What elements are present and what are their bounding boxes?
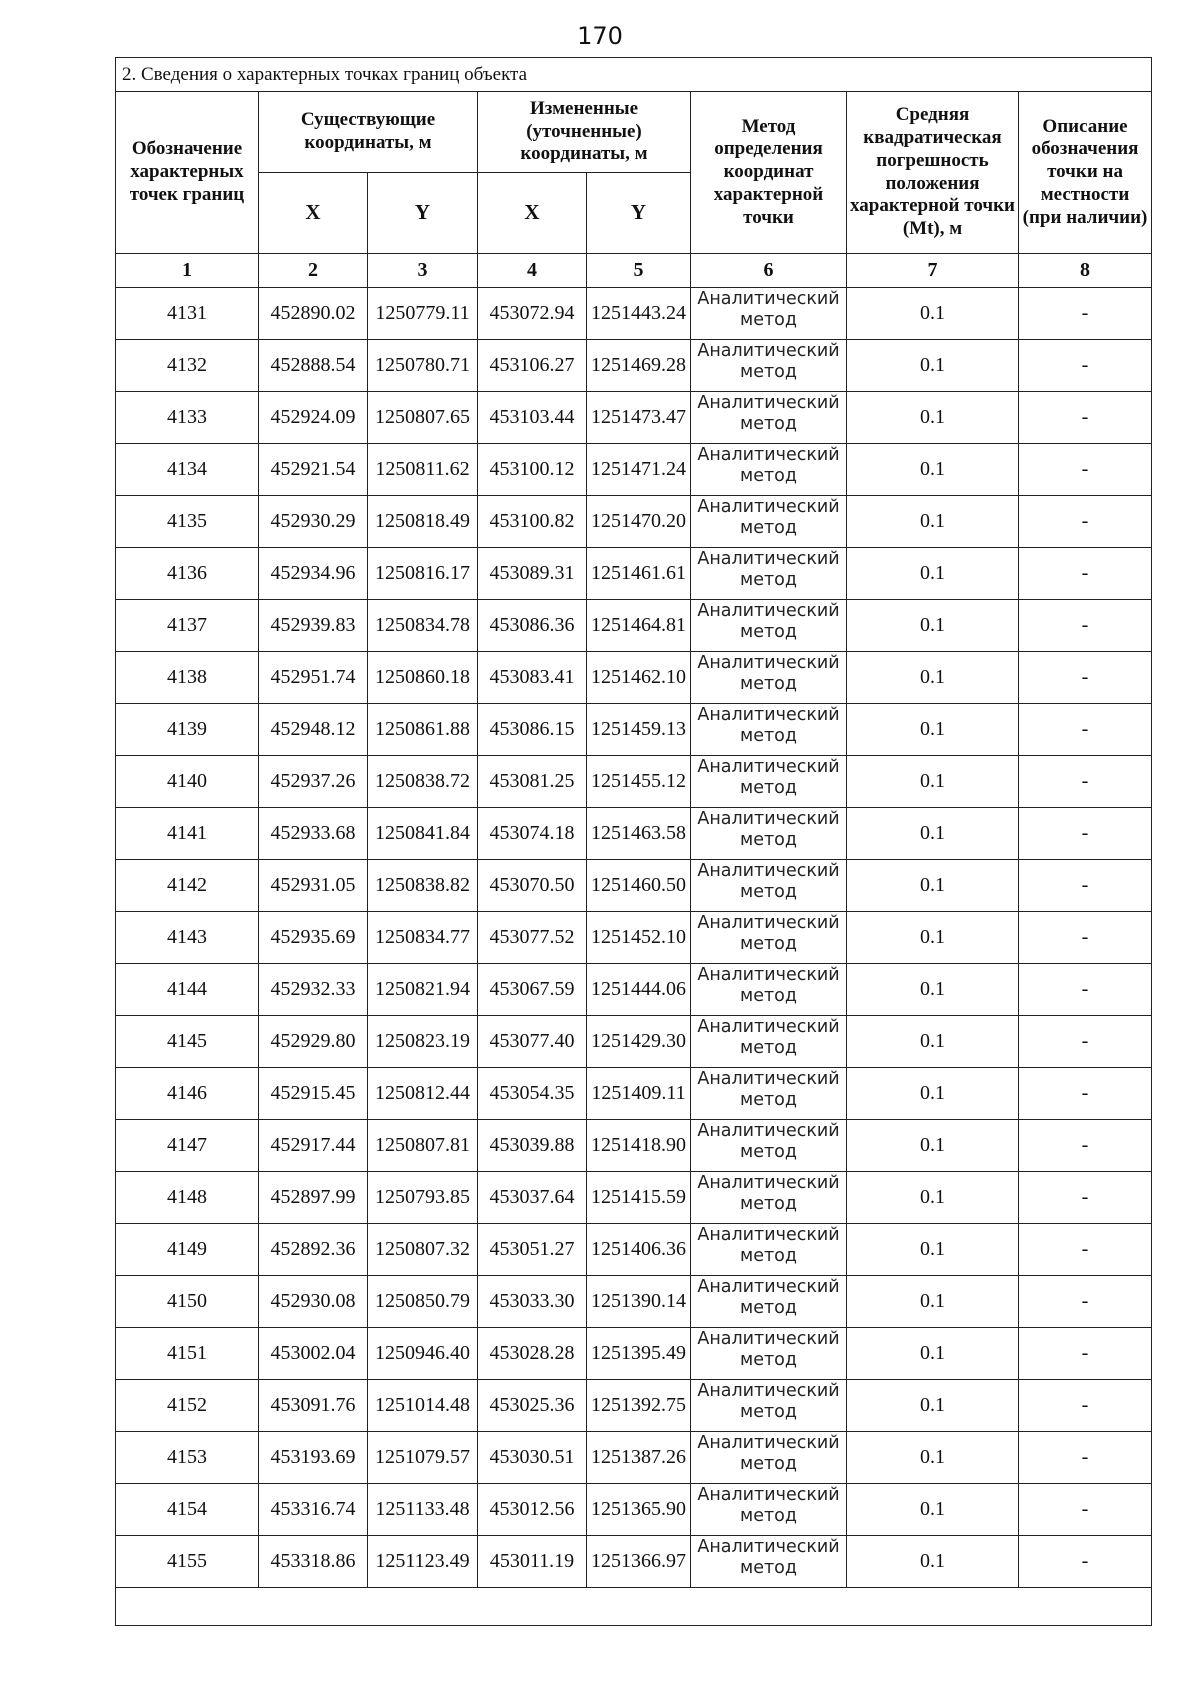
existing-y-cell: 1250823.19 — [368, 1016, 478, 1068]
existing-y-cell: 1250860.18 — [368, 652, 478, 704]
method-cell — [691, 808, 847, 860]
section-title: 2. Сведения о характерных точках границ объекта — [116, 58, 1152, 92]
changed-y-cell: 1251470.20 — [587, 496, 691, 548]
method-text: метод — [740, 1350, 797, 1371]
existing-y-cell: 1250834.77 — [368, 912, 478, 964]
existing-y-cell: 1250861.88 — [368, 704, 478, 756]
mean-error-cell: 0.1 — [847, 600, 1019, 652]
method-text: Аналитический — [697, 601, 840, 621]
changed-y-cell: 1251473.47 — [587, 392, 691, 444]
existing-y-cell: 1250780.71 — [368, 340, 478, 392]
method-text: метод — [740, 1194, 797, 1215]
description-cell: - — [1019, 1536, 1152, 1588]
existing-x-cell: 452937.26 — [259, 756, 368, 808]
method-text: Аналитический — [697, 809, 840, 829]
method-text: метод — [740, 518, 797, 539]
existing-x-cell: 453193.69 — [259, 1432, 368, 1484]
changed-x-cell: 453103.44 — [478, 392, 587, 444]
table-row — [116, 548, 1152, 600]
existing-y-cell: 1250838.72 — [368, 756, 478, 808]
header-changed-coordinates: Измененные (уточненные) координаты, м — [478, 92, 691, 173]
changed-x-cell: 453077.52 — [478, 912, 587, 964]
point-id-cell: 4144 — [116, 964, 259, 1016]
table-row — [116, 1380, 1152, 1432]
changed-x-cell: 453012.56 — [478, 1484, 587, 1536]
existing-y-cell: 1251014.48 — [368, 1380, 478, 1432]
method-text: метод — [740, 466, 797, 487]
header-designation: Обозначение характерных точек границ — [116, 92, 259, 254]
changed-y-cell: 1251459.13 — [587, 704, 691, 756]
point-id-cell: 4135 — [116, 496, 259, 548]
method-cell — [691, 600, 847, 652]
description-cell: - — [1019, 704, 1152, 756]
changed-y-cell: 1251462.10 — [587, 652, 691, 704]
changed-y-cell: 1251387.26 — [587, 1432, 691, 1484]
method-cell — [691, 964, 847, 1016]
point-id-cell: 4151 — [116, 1328, 259, 1380]
method-text: метод — [740, 986, 797, 1007]
table-row — [116, 1432, 1152, 1484]
description-cell: - — [1019, 340, 1152, 392]
mean-error-cell: 0.1 — [847, 1224, 1019, 1276]
existing-x-cell: 452888.54 — [259, 340, 368, 392]
changed-x-cell: 453051.27 — [478, 1224, 587, 1276]
method-cell — [691, 548, 847, 600]
changed-x-cell: 453083.41 — [478, 652, 587, 704]
method-cell — [691, 912, 847, 964]
point-id-cell: 4136 — [116, 548, 259, 600]
changed-y-cell: 1251471.24 — [587, 444, 691, 496]
method-text: Аналитический — [697, 861, 840, 881]
description-cell: - — [1019, 1172, 1152, 1224]
description-cell: - — [1019, 1068, 1152, 1120]
point-id-cell: 4133 — [116, 392, 259, 444]
changed-y-cell: 1251429.30 — [587, 1016, 691, 1068]
changed-x-cell: 453067.59 — [478, 964, 587, 1016]
existing-x-cell: 452897.99 — [259, 1172, 368, 1224]
changed-y-cell: 1251415.59 — [587, 1172, 691, 1224]
header-description: Описание обозначения точки на местности (при наличии) — [1019, 92, 1152, 254]
table-row — [116, 288, 1152, 340]
existing-y-cell: 1250793.85 — [368, 1172, 478, 1224]
column-number: 2 — [259, 254, 368, 288]
changed-x-cell: 453037.64 — [478, 1172, 587, 1224]
existing-y-cell: 1250821.94 — [368, 964, 478, 1016]
description-cell: - — [1019, 1276, 1152, 1328]
existing-x-cell: 453316.74 — [259, 1484, 368, 1536]
header-method: Метод определения координат характерной точки — [691, 92, 847, 254]
table-row — [116, 912, 1152, 964]
method-text: метод — [740, 1038, 797, 1059]
method-text: Аналитический — [697, 445, 840, 465]
changed-y-cell: 1251392.75 — [587, 1380, 691, 1432]
method-text: Аналитический — [697, 705, 840, 725]
existing-x-cell: 452892.36 — [259, 1224, 368, 1276]
changed-y-cell: 1251452.10 — [587, 912, 691, 964]
existing-x-cell: 452948.12 — [259, 704, 368, 756]
mean-error-cell: 0.1 — [847, 548, 1019, 600]
existing-x-cell: 452932.33 — [259, 964, 368, 1016]
changed-x-cell: 453070.50 — [478, 860, 587, 912]
point-id-cell: 4132 — [116, 340, 259, 392]
description-cell: - — [1019, 808, 1152, 860]
changed-x-cell: 453028.28 — [478, 1328, 587, 1380]
method-text: метод — [740, 1402, 797, 1423]
existing-x-cell: 453318.86 — [259, 1536, 368, 1588]
mean-error-cell: 0.1 — [847, 1380, 1019, 1432]
method-text: Аналитический — [697, 1329, 840, 1349]
changed-y-cell: 1251464.81 — [587, 600, 691, 652]
method-text: Аналитический — [697, 497, 840, 517]
method-text: Аналитический — [697, 1277, 840, 1297]
changed-y-cell: 1251418.90 — [587, 1120, 691, 1172]
existing-y-cell: 1250838.82 — [368, 860, 478, 912]
method-text: Аналитический — [697, 913, 840, 933]
point-id-cell: 4154 — [116, 1484, 259, 1536]
point-id-cell: 4138 — [116, 652, 259, 704]
method-text: Аналитический — [697, 1381, 840, 1401]
changed-x-cell: 453100.82 — [478, 496, 587, 548]
table-row — [116, 808, 1152, 860]
description-cell: - — [1019, 756, 1152, 808]
method-cell — [691, 392, 847, 444]
existing-x-cell: 452890.02 — [259, 288, 368, 340]
mean-error-cell: 0.1 — [847, 808, 1019, 860]
mean-error-cell: 0.1 — [847, 964, 1019, 1016]
changed-x-cell: 453025.36 — [478, 1380, 587, 1432]
existing-x-cell: 452935.69 — [259, 912, 368, 964]
description-cell: - — [1019, 496, 1152, 548]
point-id-cell: 4150 — [116, 1276, 259, 1328]
changed-x-cell: 453011.19 — [478, 1536, 587, 1588]
table-row — [116, 340, 1152, 392]
changed-y-cell: 1251461.61 — [587, 548, 691, 600]
changed-y-cell: 1251390.14 — [587, 1276, 691, 1328]
changed-y-cell: 1251463.58 — [587, 808, 691, 860]
table-row — [116, 1120, 1152, 1172]
method-text: Аналитический — [697, 757, 840, 777]
method-text: метод — [740, 830, 797, 851]
method-text: Аналитический — [697, 1069, 840, 1089]
header-existing-y: Y — [368, 173, 478, 254]
existing-y-cell: 1250807.65 — [368, 392, 478, 444]
description-cell: - — [1019, 1224, 1152, 1276]
description-cell: - — [1019, 652, 1152, 704]
method-text: Аналитический — [697, 1537, 840, 1557]
column-numbers-row — [116, 254, 1152, 288]
blank-cell — [116, 1588, 1152, 1626]
table-row — [116, 1484, 1152, 1536]
header-existing-x: X — [259, 173, 368, 254]
method-text: метод — [740, 414, 797, 435]
changed-x-cell: 453100.12 — [478, 444, 587, 496]
table-row — [116, 652, 1152, 704]
changed-x-cell: 453077.40 — [478, 1016, 587, 1068]
mean-error-cell: 0.1 — [847, 704, 1019, 756]
column-number: 3 — [368, 254, 478, 288]
point-id-cell: 4155 — [116, 1536, 259, 1588]
existing-y-cell: 1250834.78 — [368, 600, 478, 652]
description-cell: - — [1019, 964, 1152, 1016]
method-text: метод — [740, 570, 797, 591]
changed-y-cell: 1251409.11 — [587, 1068, 691, 1120]
method-cell — [691, 1120, 847, 1172]
mean-error-cell: 0.1 — [847, 860, 1019, 912]
method-cell — [691, 704, 847, 756]
method-cell — [691, 1276, 847, 1328]
method-cell — [691, 340, 847, 392]
method-cell — [691, 652, 847, 704]
mean-error-cell: 0.1 — [847, 340, 1019, 392]
table-row — [116, 1276, 1152, 1328]
method-text: метод — [740, 1506, 797, 1527]
description-cell: - — [1019, 860, 1152, 912]
description-cell: - — [1019, 288, 1152, 340]
table-row — [116, 1536, 1152, 1588]
mean-error-cell: 0.1 — [847, 1172, 1019, 1224]
method-text: Аналитический — [697, 1433, 840, 1453]
method-text: Аналитический — [697, 341, 840, 361]
method-text: метод — [740, 726, 797, 747]
method-cell — [691, 1484, 847, 1536]
table-row — [116, 1328, 1152, 1380]
point-id-cell: 4141 — [116, 808, 259, 860]
method-text: Аналитический — [697, 549, 840, 569]
method-text: метод — [740, 362, 797, 383]
changed-y-cell: 1251443.24 — [587, 288, 691, 340]
changed-x-cell: 453072.94 — [478, 288, 587, 340]
table-row — [116, 1172, 1152, 1224]
column-number: 5 — [587, 254, 691, 288]
point-id-cell: 4148 — [116, 1172, 259, 1224]
table-row — [116, 704, 1152, 756]
point-id-cell: 4153 — [116, 1432, 259, 1484]
method-text: метод — [740, 934, 797, 955]
changed-x-cell: 453033.30 — [478, 1276, 587, 1328]
header-changed-y: Y — [587, 173, 691, 254]
changed-x-cell: 453086.15 — [478, 704, 587, 756]
page-number: 170 — [577, 22, 623, 50]
method-text: Аналитический — [697, 1173, 840, 1193]
mean-error-cell: 0.1 — [847, 1276, 1019, 1328]
existing-y-cell: 1251079.57 — [368, 1432, 478, 1484]
method-cell — [691, 288, 847, 340]
method-text: метод — [740, 1142, 797, 1163]
mean-error-cell: 0.1 — [847, 444, 1019, 496]
method-text: Аналитический — [697, 1225, 840, 1245]
existing-x-cell: 452934.96 — [259, 548, 368, 600]
description-cell: - — [1019, 1016, 1152, 1068]
method-cell — [691, 496, 847, 548]
mean-error-cell: 0.1 — [847, 1536, 1019, 1588]
table-row — [116, 444, 1152, 496]
method-cell — [691, 1432, 847, 1484]
changed-y-cell: 1251366.97 — [587, 1536, 691, 1588]
existing-x-cell: 452939.83 — [259, 600, 368, 652]
point-id-cell: 4149 — [116, 1224, 259, 1276]
method-text: метод — [740, 1298, 797, 1319]
table-row — [116, 1068, 1152, 1120]
header-existing-coordinates: Существующие координаты, м — [259, 92, 478, 173]
method-cell — [691, 1536, 847, 1588]
existing-x-cell: 452951.74 — [259, 652, 368, 704]
method-cell — [691, 1380, 847, 1432]
changed-x-cell: 453039.88 — [478, 1120, 587, 1172]
description-cell: - — [1019, 1484, 1152, 1536]
mean-error-cell: 0.1 — [847, 1432, 1019, 1484]
mean-error-cell: 0.1 — [847, 1016, 1019, 1068]
mean-error-cell: 0.1 — [847, 912, 1019, 964]
point-id-cell: 4145 — [116, 1016, 259, 1068]
point-id-cell: 4139 — [116, 704, 259, 756]
existing-y-cell: 1250818.49 — [368, 496, 478, 548]
description-cell: - — [1019, 548, 1152, 600]
method-text: метод — [740, 310, 797, 331]
method-cell — [691, 1172, 847, 1224]
table-row — [116, 600, 1152, 652]
changed-y-cell: 1251455.12 — [587, 756, 691, 808]
existing-x-cell: 453091.76 — [259, 1380, 368, 1432]
method-text: Аналитический — [697, 653, 840, 673]
description-cell: - — [1019, 1432, 1152, 1484]
existing-y-cell: 1250946.40 — [368, 1328, 478, 1380]
description-cell: - — [1019, 1328, 1152, 1380]
column-number: 7 — [847, 254, 1019, 288]
column-number: 6 — [691, 254, 847, 288]
existing-x-cell: 452929.80 — [259, 1016, 368, 1068]
mean-error-cell: 0.1 — [847, 1328, 1019, 1380]
method-text: Аналитический — [697, 1485, 840, 1505]
method-text: метод — [740, 1558, 797, 1579]
mean-error-cell: 0.1 — [847, 756, 1019, 808]
description-cell: - — [1019, 392, 1152, 444]
point-id-cell: 4134 — [116, 444, 259, 496]
description-cell: - — [1019, 1120, 1152, 1172]
method-text: Аналитический — [697, 1121, 840, 1141]
method-cell — [691, 860, 847, 912]
changed-x-cell: 453030.51 — [478, 1432, 587, 1484]
existing-x-cell: 452931.05 — [259, 860, 368, 912]
changed-y-cell: 1251444.06 — [587, 964, 691, 1016]
changed-y-cell: 1251406.36 — [587, 1224, 691, 1276]
point-id-cell: 4140 — [116, 756, 259, 808]
point-id-cell: 4142 — [116, 860, 259, 912]
method-text: Аналитический — [697, 1017, 840, 1037]
column-number: 4 — [478, 254, 587, 288]
existing-y-cell: 1250812.44 — [368, 1068, 478, 1120]
header-changed-x: X — [478, 173, 587, 254]
description-cell: - — [1019, 912, 1152, 964]
existing-y-cell: 1250807.32 — [368, 1224, 478, 1276]
existing-x-cell: 452915.45 — [259, 1068, 368, 1120]
mean-error-cell: 0.1 — [847, 1068, 1019, 1120]
existing-x-cell: 452917.44 — [259, 1120, 368, 1172]
column-number: 1 — [116, 254, 259, 288]
table-row — [116, 964, 1152, 1016]
changed-x-cell: 453089.31 — [478, 548, 587, 600]
changed-x-cell: 453086.36 — [478, 600, 587, 652]
table-row — [116, 392, 1152, 444]
method-cell — [691, 1068, 847, 1120]
table-row — [116, 860, 1152, 912]
existing-y-cell: 1250841.84 — [368, 808, 478, 860]
existing-y-cell: 1250850.79 — [368, 1276, 478, 1328]
table-row — [116, 496, 1152, 548]
existing-x-cell: 452930.08 — [259, 1276, 368, 1328]
table-row — [116, 756, 1152, 808]
method-text: Аналитический — [697, 289, 840, 309]
method-cell — [691, 444, 847, 496]
existing-y-cell: 1250816.17 — [368, 548, 478, 600]
point-id-cell: 4137 — [116, 600, 259, 652]
method-cell — [691, 1328, 847, 1380]
point-id-cell: 4147 — [116, 1120, 259, 1172]
mean-error-cell: 0.1 — [847, 652, 1019, 704]
point-id-cell: 4146 — [116, 1068, 259, 1120]
header-mean-error: Средняя квадратическая погрешность положения характерной точки (Mt), м — [847, 92, 1019, 254]
mean-error-cell: 0.1 — [847, 1120, 1019, 1172]
method-text: Аналитический — [697, 393, 840, 413]
method-text: метод — [740, 674, 797, 695]
mean-error-cell: 0.1 — [847, 392, 1019, 444]
point-id-cell: 4152 — [116, 1380, 259, 1432]
changed-y-cell: 1251365.90 — [587, 1484, 691, 1536]
mean-error-cell: 0.1 — [847, 288, 1019, 340]
existing-y-cell: 1251133.48 — [368, 1484, 478, 1536]
changed-x-cell: 453074.18 — [478, 808, 587, 860]
changed-y-cell: 1251395.49 — [587, 1328, 691, 1380]
changed-x-cell: 453106.27 — [478, 340, 587, 392]
blank-row — [116, 1588, 1152, 1626]
changed-y-cell: 1251460.50 — [587, 860, 691, 912]
changed-y-cell: 1251469.28 — [587, 340, 691, 392]
method-cell — [691, 756, 847, 808]
changed-x-cell: 453054.35 — [478, 1068, 587, 1120]
existing-x-cell: 452933.68 — [259, 808, 368, 860]
description-cell: - — [1019, 1380, 1152, 1432]
method-cell — [691, 1224, 847, 1276]
changed-x-cell: 453081.25 — [478, 756, 587, 808]
point-id-cell: 4143 — [116, 912, 259, 964]
column-number: 8 — [1019, 254, 1152, 288]
table-row — [116, 1224, 1152, 1276]
existing-x-cell: 453002.04 — [259, 1328, 368, 1380]
method-text: метод — [740, 622, 797, 643]
method-text: Аналитический — [697, 965, 840, 985]
existing-x-cell: 452924.09 — [259, 392, 368, 444]
existing-x-cell: 452921.54 — [259, 444, 368, 496]
method-cell — [691, 1016, 847, 1068]
description-cell: - — [1019, 444, 1152, 496]
method-text: метод — [740, 1090, 797, 1111]
existing-y-cell: 1251123.49 — [368, 1536, 478, 1588]
existing-y-cell: 1250779.11 — [368, 288, 478, 340]
boundary-points-table — [115, 57, 1152, 1626]
method-text: метод — [740, 1454, 797, 1475]
method-text: метод — [740, 1246, 797, 1267]
method-text: метод — [740, 882, 797, 903]
mean-error-cell: 0.1 — [847, 496, 1019, 548]
existing-y-cell: 1250807.81 — [368, 1120, 478, 1172]
mean-error-cell: 0.1 — [847, 1484, 1019, 1536]
method-text: метод — [740, 778, 797, 799]
point-id-cell: 4131 — [116, 288, 259, 340]
existing-y-cell: 1250811.62 — [368, 444, 478, 496]
table-row — [116, 1016, 1152, 1068]
existing-x-cell: 452930.29 — [259, 496, 368, 548]
description-cell: - — [1019, 600, 1152, 652]
